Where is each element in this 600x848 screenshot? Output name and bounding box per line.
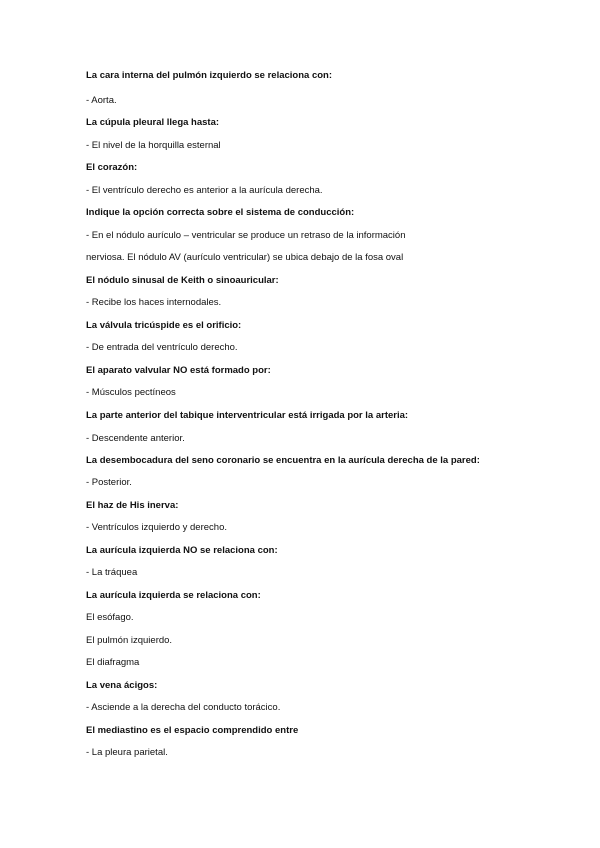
question-text: La aurícula izquierda NO se relaciona con: (86, 545, 278, 556)
question-text: La vena ácigos: (86, 680, 158, 691)
answer-text: El diafragma (86, 657, 140, 668)
question-text: El corazón: (86, 162, 138, 173)
question-text: El nódulo sinusal de Keith o sinoauricular: (86, 275, 279, 286)
question-text: La cúpula pleural llega hasta: (86, 117, 220, 128)
question-text: Indique la opción correcta sobre el sistema de conducción: (86, 207, 355, 218)
question-text: La aurícula izquierda se relaciona con: (86, 590, 261, 601)
answer-text: - Músculos pectíneos (86, 387, 176, 398)
question-text: El mediastino es el espacio comprendido entre (86, 725, 299, 736)
question-text: La parte anterior del tabique interventricular está irrigada por la arteria: (86, 410, 409, 421)
answer-text: - Asciende a la derecha del conducto torácico. (86, 702, 281, 713)
answer-text: - La tráquea (86, 567, 138, 578)
answer-text: - Recibe los haces internodales. (86, 297, 222, 308)
answer-text: - Aorta. (86, 95, 117, 106)
answer-text: - El nivel de la horquilla esternal (86, 140, 221, 151)
question-text: El haz de His inerva: (86, 500, 179, 511)
answer-text: - Posterior. (86, 477, 132, 488)
answer-text: - Descendente anterior. (86, 433, 185, 444)
question-text: La cara interna del pulmón izquierdo se relaciona con: (86, 70, 333, 81)
question-text: La válvula tricúspide es el orificio: (86, 320, 242, 331)
question-text: El aparato valvular NO está formado por: (86, 365, 271, 376)
answer-text: El esófago. (86, 612, 134, 623)
answer-text: - Ventrículos izquierdo y derecho. (86, 522, 227, 533)
answer-text: - De entrada del ventrículo derecho. (86, 342, 238, 353)
answer-text: El pulmón izquierdo. (86, 635, 173, 646)
answer-text: - El ventrículo derecho es anterior a la aurícula derecha. (86, 185, 323, 196)
answer-text: nerviosa. El nódulo AV (aurículo ventricular) se ubica debajo de la fosa oval (86, 252, 404, 263)
answer-text: - En el nódulo aurículo – ventricular se produce un retraso de la información (86, 230, 406, 241)
question-text: La desembocadura del seno coronario se encuentra en la aurícula derecha de la pared: (86, 455, 480, 466)
answer-text: - La pleura parietal. (86, 747, 168, 758)
